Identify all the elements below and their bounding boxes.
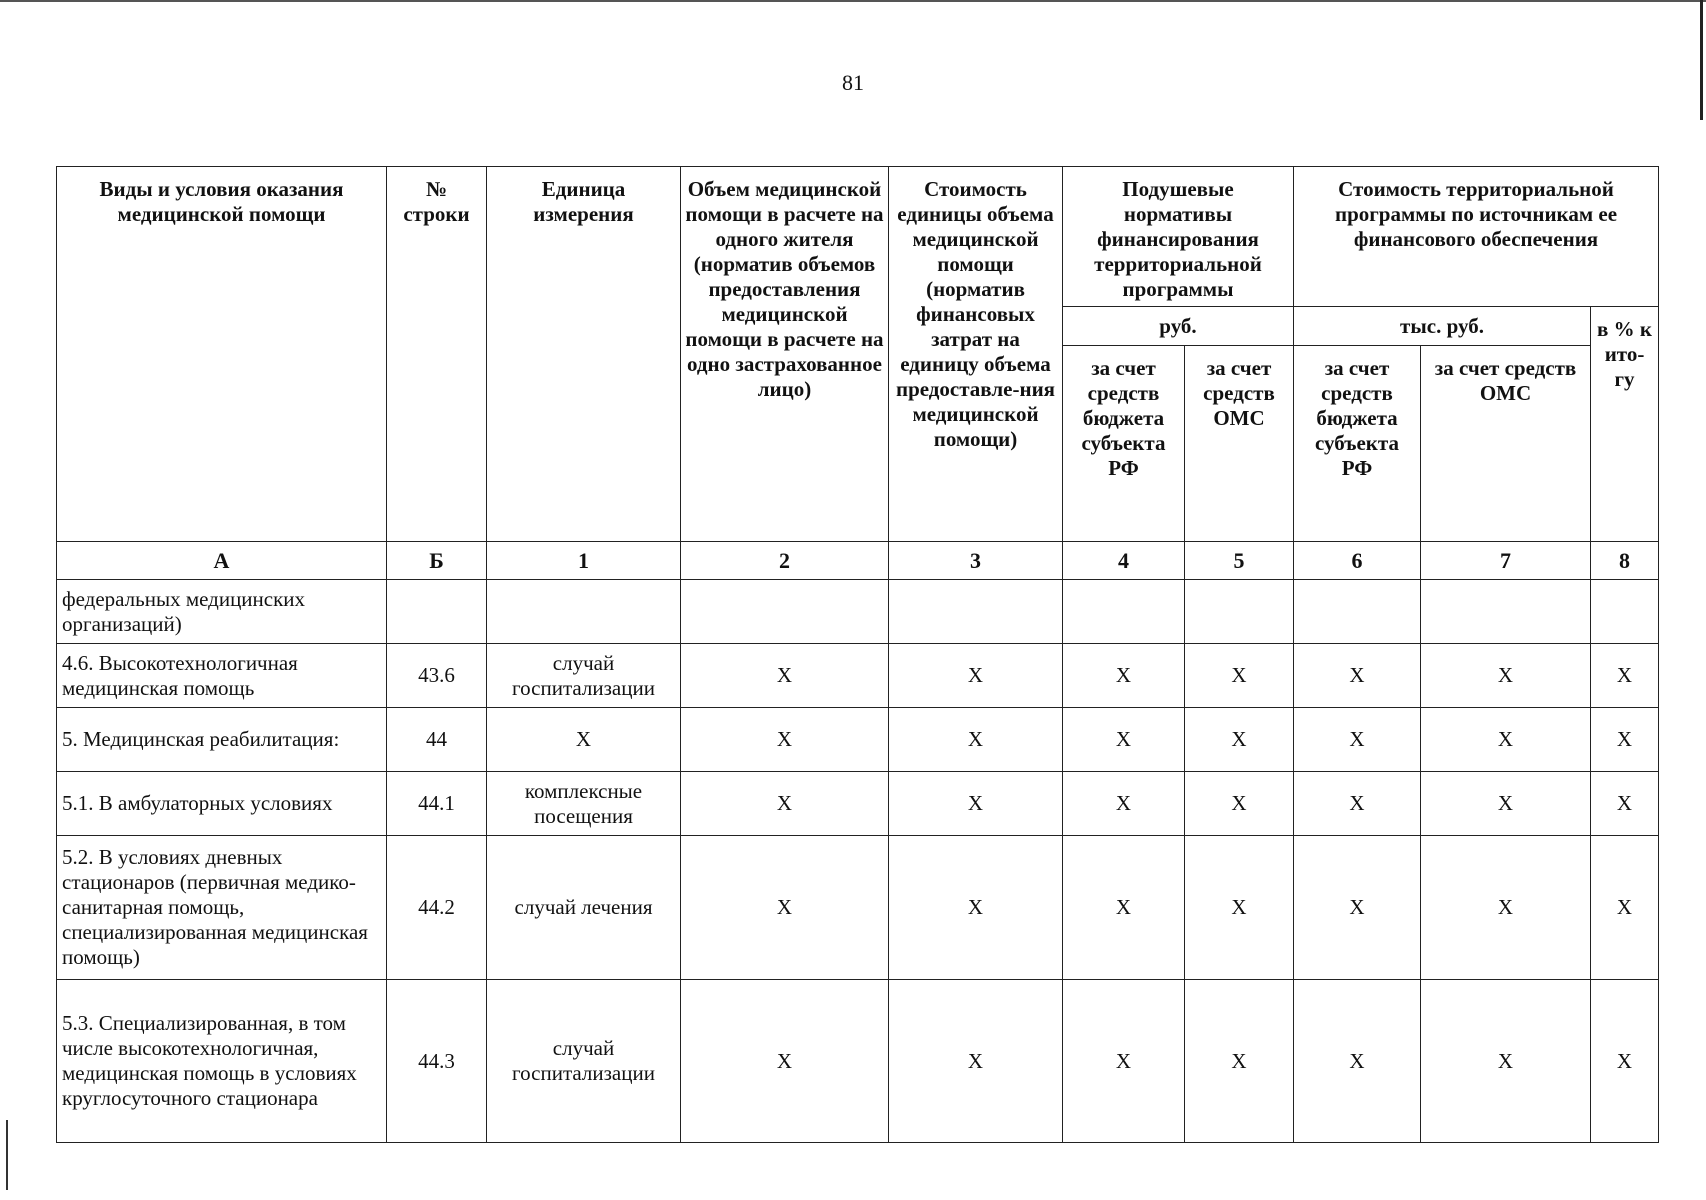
row-value-3: X [889,772,1063,836]
row-value-7: X [1421,836,1591,980]
row-value-3: X [889,980,1063,1143]
row-value-7 [1421,580,1591,644]
row-value-2: X [681,772,889,836]
row-value-6: X [1294,644,1421,708]
financing-table [56,166,1659,1143]
left-scan-edge [6,1120,8,1190]
column-number: 8 [1591,542,1659,580]
row-value-2: X [681,836,889,980]
header-rub: руб. [1063,307,1294,346]
header-row-1 [57,167,1659,307]
header-col-a: Виды и условия оказания медицинской помощи [57,167,387,542]
column-number: 2 [681,542,889,580]
row-name: 5.1. В амбулаторных условиях [57,772,387,836]
column-number: А [57,542,387,580]
row-value-3: X [889,644,1063,708]
row-value-4 [1063,580,1185,644]
column-number: Б [387,542,487,580]
header-col-5: за счет средств ОМС [1185,346,1294,542]
column-number: 3 [889,542,1063,580]
row-value-6: X [1294,980,1421,1143]
row-unit: случай лечения [487,836,681,980]
row-unit: X [487,708,681,772]
header-group-per-capita: Подушевые нормативы финансирования территориальной программы [1063,167,1294,307]
row-name: федеральных медицинских организаций) [57,580,387,644]
row-line-number [387,580,487,644]
row-value-7: X [1421,980,1591,1143]
row-value-5: X [1185,772,1294,836]
header-group-cost: Стоимость территориальной программы по источникам ее финансового обеспечения [1294,167,1659,307]
row-name: 5.2. В условиях дневных стационаров (первичная медико-санитарная помощь, специализированная медицинская помощь) [57,836,387,980]
row-line-number: 44 [387,708,487,772]
row-value-7: X [1421,708,1591,772]
row-value-2: X [681,644,889,708]
row-value-3: X [889,708,1063,772]
row-value-3 [889,580,1063,644]
top-border-line [0,0,1706,2]
row-value-8: X [1591,836,1659,980]
row-value-2: X [681,980,889,1143]
header-col-3: Стоимость единицы объема медицинской помощи (норматив финансовых затрат на единицу объема предоставле-ния медицинской помощи) [889,167,1063,542]
row-value-5: X [1185,708,1294,772]
row-unit: случай госпитализации [487,980,681,1143]
column-number-row [57,542,1659,580]
row-value-4: X [1063,772,1185,836]
column-number: 7 [1421,542,1591,580]
header-col-4: за счет средств бюджета субъекта РФ [1063,346,1185,542]
row-value-6: X [1294,772,1421,836]
row-value-8: X [1591,644,1659,708]
row-unit [487,580,681,644]
table-row [57,836,1659,980]
header-col-7: за счет средств ОМС [1421,346,1591,542]
row-value-8: X [1591,980,1659,1143]
row-value-4: X [1063,980,1185,1143]
row-value-8: X [1591,708,1659,772]
row-name: 5. Медицинская реабилитация: [57,708,387,772]
row-unit: случай госпитализации [487,644,681,708]
header-percent: в % к ито-гу [1591,307,1659,542]
row-unit: комплексные посещения [487,772,681,836]
table-row [57,708,1659,772]
right-scan-edge [1700,0,1703,120]
row-value-4: X [1063,836,1185,980]
column-number: 5 [1185,542,1294,580]
row-value-8: X [1591,772,1659,836]
row-line-number: 44.1 [387,772,487,836]
table-row [57,580,1659,644]
header-col-1: Единица измерения [487,167,681,542]
header-thous-rub: тыс. руб. [1294,307,1591,346]
table-row [57,772,1659,836]
row-value-6: X [1294,708,1421,772]
header-col-b: № строки [387,167,487,542]
row-line-number: 44.2 [387,836,487,980]
row-value-5: X [1185,836,1294,980]
row-value-4: X [1063,644,1185,708]
column-number: 1 [487,542,681,580]
table-row [57,644,1659,708]
row-value-7: X [1421,644,1591,708]
row-value-4: X [1063,708,1185,772]
row-value-5: X [1185,980,1294,1143]
row-value-7: X [1421,772,1591,836]
row-value-5 [1185,580,1294,644]
row-value-2 [681,580,889,644]
row-name: 5.3. Специализированная, в том числе высокотехнологичная, медицинская помощь в условиях круглосуточного стационара [57,980,387,1143]
row-value-2: X [681,708,889,772]
row-value-6: X [1294,836,1421,980]
row-line-number: 43.6 [387,644,487,708]
row-value-6 [1294,580,1421,644]
row-name: 4.6. Высокотехнологичная медицинская помощь [57,644,387,708]
table-row [57,980,1659,1143]
row-value-5: X [1185,644,1294,708]
row-line-number: 44.3 [387,980,487,1143]
page-number: 81 [842,70,864,95]
column-number: 4 [1063,542,1185,580]
row-value-8 [1591,580,1659,644]
row-value-3: X [889,836,1063,980]
column-number: 6 [1294,542,1421,580]
header-col-2: Объем медицинской помощи в расчете на одного жителя (норматив объемов предоставления медицинской помощи в расчете на одно застрахованное лицо) [681,167,889,542]
header-col-6: за счет средств бюджета субъекта РФ [1294,346,1421,542]
